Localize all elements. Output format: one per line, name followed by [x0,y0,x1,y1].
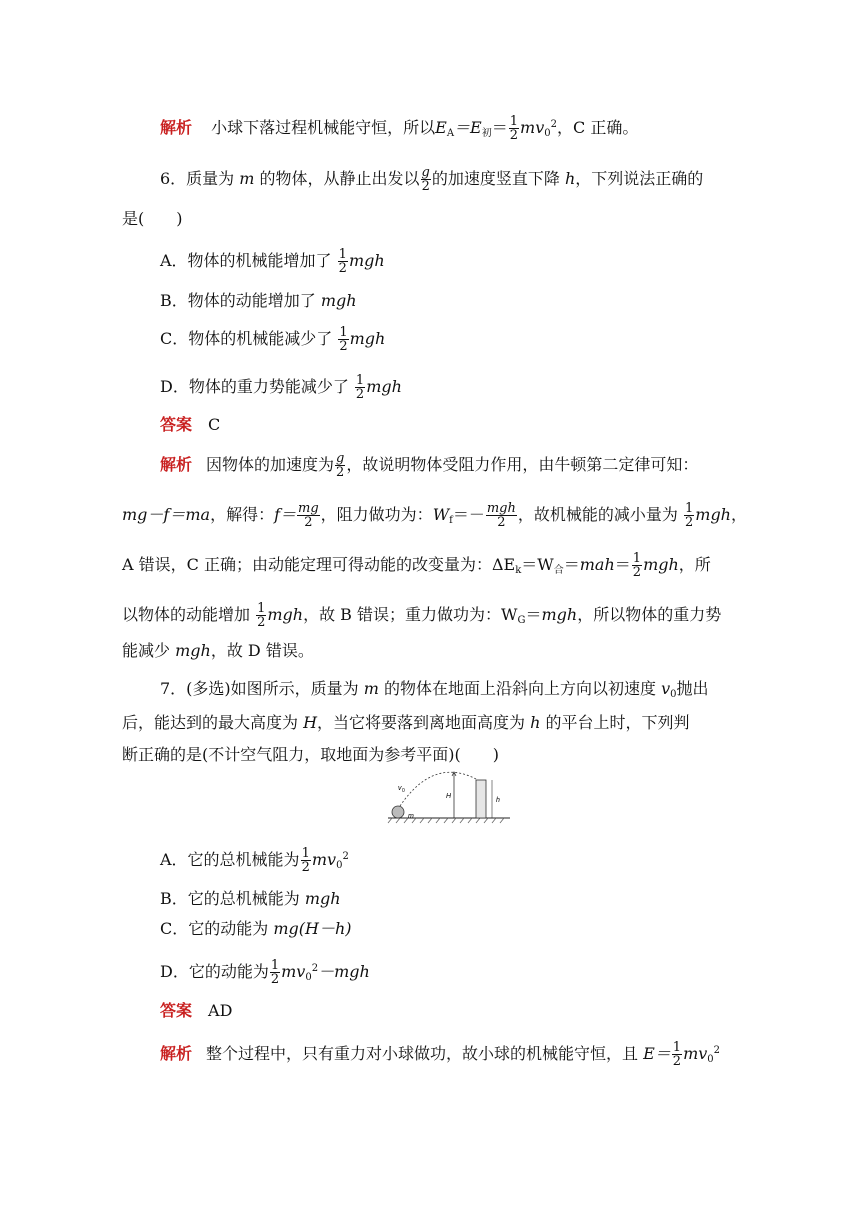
q7-analysis-line1: 解析 整个过程中，只有重力对小球做功，故小球的机械能守恒，且 E＝ $\frac{1}{2}$ $mv_0^2$ [160,1040,721,1069]
q6-stem-line1: 6．质量为 m 的物体，从静止出发以 $\frac{g}{2}$ 的加速度竖直下降 h，下列说法正确的 [160,165,704,194]
analysis-label: 解析 [160,118,193,137]
q7-stem-line3: 断正确的是(不计空气阻力，取地面为参考平面)( ) [122,745,499,764]
v0-label: v [398,785,402,792]
q6-analysis-line4: 以物体的动能增加 $\frac{1}{2}$ mgh，故 B 错误；重力做功为：$W_G=mgh$，所以物体的重力势 [122,601,722,630]
fraction: $\frac{mg}{2}$ [298,501,319,530]
fraction: $\frac{1}{2}$ [338,247,347,276]
q6-stem-line2: 是( ) [122,209,183,228]
H-label: H [446,793,452,800]
m-label: m [408,813,414,820]
fraction: $\frac{\text{mgh}}{2}$ [486,501,516,530]
q6-analysis-line2: mg－f＝ma，解得：f＝ $\frac{mg}{2}$ ，阻力做功为：$W_f=-$ $\frac{\text{mgh}}{2}$ ，故机械能的减小量为 $\frac{1}{2}$ mgh， [122,501,747,530]
fraction: $\frac{1}{2}$ [684,501,694,530]
v0-sub-label: 0 [402,788,405,794]
q6-option-a: A．物体的机械能增加了 $\frac{1}{2}$ mgh [160,247,385,276]
fraction: $\frac{1}{2}$ [672,1040,682,1069]
q7-stem-line1: 7．(多选)如图所示，质量为 m 的物体在地面上沿斜向上方向以初速度 $v_0$抛出 [160,679,709,700]
fraction: $\frac{g}{2}$ [336,451,345,480]
fraction: $\frac{1}{2}$ [339,325,348,354]
prev-analysis-line: 解析 小球下落过程机械能守恒，所以$E_A=E_初=$ $\frac{1}{2}$ $mv_0^2$，C 正确。 [160,114,639,143]
fraction: $\frac{1}{2}$ [632,551,642,580]
q6-analysis-line1: 解析 因物体的加速度为 $\frac{g}{2}$ ，故说明物体受阻力作用，由牛顿第二定律可知： [160,451,699,480]
fraction: $\frac{1}{2}$ [355,373,365,402]
ball-icon [392,806,404,818]
fraction: $\frac{1}{2}$ [301,846,310,875]
q7-option-a: A．它的总机械能为 $\frac{1}{2}$ $mv_0^2$ [160,846,349,875]
q7-stem-line2: 后，能达到的最大高度为 H，当它将要落到离地面高度为 h 的平台上时，下列判 [122,713,690,732]
q6-option-d: D．物体的重力势能减少了 $\frac{1}{2}$ mgh [160,373,402,402]
q6-option-c: C．物体的机械能减少了 $\frac{1}{2}$ mgh [160,325,386,354]
projectile-figure [386,766,512,826]
q7-answer: 答案 AD [160,1001,233,1020]
h-label: h [496,797,500,804]
fraction: $\frac{g}{2}$ [421,165,430,194]
q6-answer: 答案 C [160,415,221,434]
fraction: $\frac{1}{2}$ [257,601,266,630]
q6-option-b: B．物体的动能增加了 mgh [160,291,357,310]
q7-option-c: C．它的动能为 mg(H－h) [160,919,352,938]
q7-option-b: B．它的总机械能为 mgh [160,889,341,908]
fraction: $\frac{1}{2}$ [509,114,519,143]
q6-analysis-line3: A 错误，C 正确；由动能定理可得动能的改变量为：$\Delta E_k=W_合=mah=$ $\frac{1}{2}$ mgh，所 [122,551,711,580]
fraction: $\frac{1}{2}$ [270,958,280,987]
q7-option-d: D．它的动能为 $\frac{1}{2}$ $mv_0^2-mgh$ [160,958,370,987]
q6-analysis-line5: 能减少 mgh，故 D 错误。 [122,641,314,660]
